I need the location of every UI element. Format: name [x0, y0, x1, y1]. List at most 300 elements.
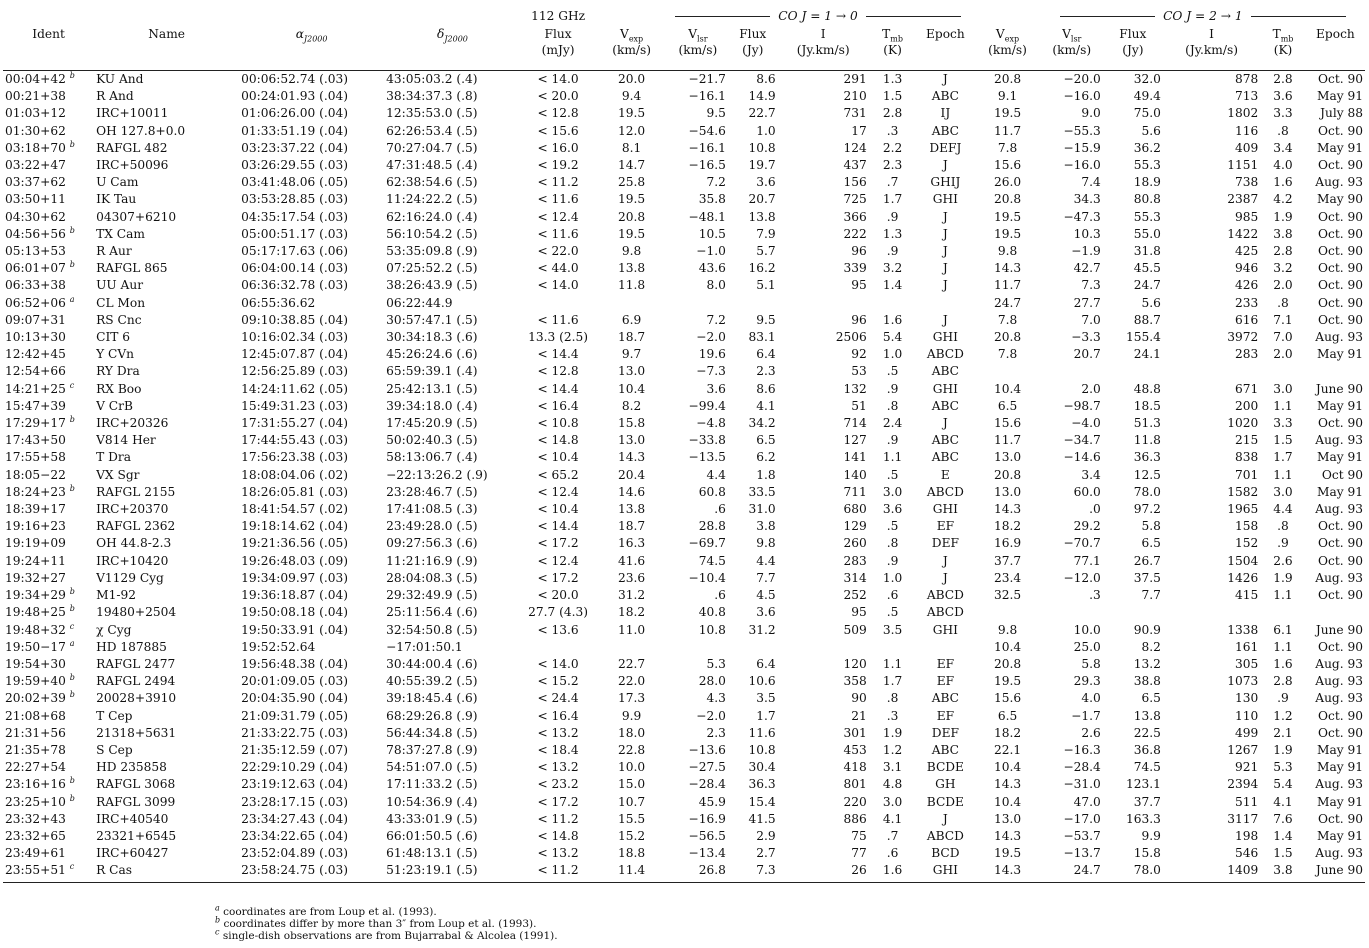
cell-ident: 23:49+61	[5, 846, 66, 861]
cell-i2: 921	[1234, 760, 1259, 775]
cell-dec: 30:57:47.1 (.5)	[386, 312, 478, 327]
cell-ra: 15:49:31.23 (.03)	[241, 398, 348, 413]
cell-ra: 23:34:27.43 (.04)	[241, 811, 348, 826]
cell-i2: 1073	[1227, 674, 1259, 689]
cell-l2: −47.3	[1063, 209, 1101, 224]
cell-l2: −13.7	[1063, 846, 1101, 861]
cell-fl2	[1103, 604, 1163, 621]
cell-fl2: 11.8	[1133, 433, 1161, 448]
cell-i2: 838	[1234, 450, 1259, 465]
cell-l2: −3.3	[1071, 330, 1101, 345]
cell-dec: 23:49:28.0 (.5)	[386, 519, 478, 534]
cell-v1: 19.5	[618, 192, 646, 207]
col-name: Name	[148, 27, 185, 41]
cell-v2: 14.3	[993, 777, 1022, 792]
cell-dec: 17:45:20.9 (.5)	[386, 416, 478, 431]
cell-v2: 19.5	[993, 226, 1022, 241]
cell-l2: 25.0	[1073, 639, 1101, 654]
cell-e1: ABC	[931, 89, 960, 104]
cell-v2: 9.1	[997, 89, 1018, 104]
cell-v2: 16.9	[993, 536, 1022, 551]
cell-l1: −1.0	[696, 244, 726, 259]
cell-name: S Cep	[96, 742, 133, 757]
cell-e2: Oct. 90	[1318, 553, 1363, 568]
cell-f112: < 11.2	[537, 811, 579, 826]
cell-t1: 4.1	[882, 811, 903, 826]
cell-f112: < 11.6	[537, 192, 579, 207]
cell-ident: 05:13+53	[5, 244, 66, 259]
cell-v2: 37.7	[993, 553, 1022, 568]
cell-f112: 13.3 (2.5)	[528, 330, 589, 345]
cell-t1: 1.3	[882, 226, 903, 241]
cell-i1: 366	[843, 209, 867, 224]
cell-dec: 09:27:56.3 (.6)	[386, 536, 478, 551]
cell-dec: −22:13:26.2 (.9)	[386, 467, 488, 482]
cell-v1: 14.6	[618, 484, 646, 499]
cell-l1: 40.8	[698, 605, 726, 620]
cell-t2: 2.0	[1273, 347, 1293, 362]
cell-fl1: 6.4	[756, 656, 776, 671]
cell-fl2: 8.2	[1141, 639, 1161, 654]
table-row	[3, 398, 1365, 415]
cell-name: 23321+6545	[96, 828, 177, 843]
cell-f112: < 14.8	[537, 828, 579, 843]
cell-t2: 7.6	[1273, 811, 1293, 826]
cell-e2: Oct. 90	[1318, 811, 1363, 826]
cell-name: KU And	[96, 72, 144, 86]
cell-l2: 29.2	[1073, 519, 1101, 534]
cell-v2: 11.7	[993, 278, 1022, 293]
cell-l1: −33.8	[688, 433, 726, 448]
cell-e2	[1306, 363, 1365, 380]
cell-t1: 2.8	[882, 106, 903, 121]
cell-i2: 2394	[1227, 777, 1259, 792]
cell-fl1: 5.7	[756, 244, 776, 259]
cell-fl1: 20.7	[748, 192, 776, 207]
cell-l1: −27.5	[688, 760, 726, 775]
cell-l1: 35.8	[698, 192, 726, 207]
cell-dec: 38:34:37.3 (.8)	[386, 89, 478, 104]
cell-ident: 23:32+65	[5, 828, 66, 843]
cell-t2: 5.3	[1273, 760, 1293, 775]
cell-f112: < 20.0	[537, 89, 579, 104]
cell-v2: 20.8	[993, 467, 1022, 482]
cell-v1: 11.4	[618, 863, 646, 878]
cell-l1: −13.6	[688, 742, 726, 757]
cell-l2: −28.4	[1063, 760, 1101, 775]
cell-ra: 14:24:11.62 (.05)	[241, 381, 348, 396]
cell-fl1: 4.5	[756, 588, 776, 603]
cell-l1: −21.7	[688, 72, 726, 86]
cell-ident: 19:54+30	[5, 656, 66, 671]
cell-ident: 19:50−17 $^a$	[5, 638, 75, 654]
cell-t2: 4.2	[1273, 192, 1293, 207]
cell-fl1: 6.5	[756, 433, 776, 448]
cell-ra: 03:23:37.22 (.04)	[241, 140, 348, 155]
cell-t2: 3.4	[1273, 140, 1293, 155]
cell-v1: 9.9	[621, 708, 642, 723]
cell-e1: GHI	[932, 863, 958, 878]
cell-t2: 2.8	[1273, 244, 1293, 259]
cell-fl2: 163.3	[1125, 811, 1161, 826]
cell-f112: < 17.2	[537, 536, 579, 551]
cell-v2: 6.5	[997, 398, 1018, 413]
group-header-112ghz: 112 GHz	[531, 9, 586, 23]
cell-e2: Aug. 93	[1315, 656, 1363, 671]
cell-e2: Oct. 90	[1318, 639, 1363, 654]
cell-name: RAFGL 482	[96, 140, 168, 155]
cell-v1	[595, 295, 667, 312]
cell-fl1: 16.2	[748, 261, 776, 276]
cell-name: V CrB	[96, 398, 133, 413]
cell-fl2	[1103, 363, 1163, 380]
cell-l1: −16.1	[688, 140, 726, 155]
cell-name: CIT 6	[96, 330, 131, 345]
cell-f112: < 14.0	[537, 72, 579, 86]
cell-ra: 20:04:35.90 (.04)	[241, 691, 348, 706]
cell-ident: 23:55+51 $^c$	[5, 862, 75, 878]
cell-l1: −54.6	[688, 123, 726, 138]
cell-l2: 34.3	[1073, 192, 1101, 207]
cell-t1: .5	[886, 519, 899, 534]
cell-fl1: 3.5	[756, 691, 776, 706]
cell-t1: 1.4	[882, 278, 903, 293]
cell-ident: 03:18+70 $^b$	[5, 139, 75, 155]
cell-fl2: 12.5	[1133, 467, 1161, 482]
cell-v1: 22.8	[618, 742, 646, 757]
cell-ident: 19:24+11	[5, 553, 66, 568]
cell-fl1: 31.0	[748, 502, 776, 517]
cell-t1: .9	[886, 553, 899, 568]
cell-fl1: 33.5	[748, 484, 776, 499]
col-intensity-21: I (Jy.km/s)	[1185, 27, 1238, 57]
cell-l1: 8.0	[706, 278, 726, 293]
cell-l2: −17.0	[1063, 811, 1101, 826]
cell-v1: 23.6	[618, 570, 646, 585]
cell-ident: 17:43+50	[5, 433, 66, 448]
cell-t2: 4.1	[1273, 794, 1293, 809]
cell-i2	[1163, 363, 1260, 380]
cell-t2: 7.1	[1273, 312, 1293, 327]
cell-fl1	[728, 295, 778, 312]
cell-f112	[521, 639, 596, 656]
table-row	[3, 828, 1365, 845]
cell-dec: 70:27:04.7 (.5)	[386, 140, 478, 155]
cell-dec: 06:22:44.9	[386, 295, 453, 310]
cell-v2: 9.8	[997, 244, 1018, 259]
cell-i2: 1504	[1227, 553, 1259, 568]
cell-ident: 23:32+43	[5, 811, 66, 826]
cell-fl2: 6.5	[1141, 691, 1161, 706]
cell-l2: −53.7	[1063, 828, 1101, 843]
cell-t1: 1.6	[882, 863, 903, 878]
cell-name: OH 127.8+0.0	[96, 123, 186, 138]
cell-l1: −48.1	[688, 209, 726, 224]
cell-t1: .5	[886, 467, 899, 482]
cell-fl1: 7.9	[756, 226, 776, 241]
cell-dec: 11:24:22.2 (.5)	[386, 192, 478, 207]
cell-i1: 141	[843, 450, 867, 465]
cell-ra: 17:56:23.38 (.03)	[241, 450, 348, 465]
cell-e1: IJ	[940, 106, 951, 121]
cell-v2: 10.4	[993, 794, 1022, 809]
cell-dec: 11:21:16.9 (.9)	[386, 553, 478, 568]
cell-i1: 17	[851, 123, 867, 138]
cell-i1: 418	[843, 760, 867, 775]
table-row	[3, 260, 1365, 277]
cell-name: 04307+6210	[96, 209, 177, 224]
cell-i1: 26	[851, 863, 867, 878]
cell-t1: 2.2	[882, 140, 903, 155]
cell-fl2: 88.7	[1133, 312, 1161, 327]
cell-dec: 47:31:48.5 (.4)	[386, 158, 478, 173]
cell-v1: 17.3	[618, 691, 646, 706]
cell-name: R Cas	[96, 863, 133, 878]
cell-e1: J	[942, 312, 948, 327]
cell-dec: 28:04:08.3 (.5)	[386, 570, 478, 585]
cell-fl1: 22.7	[748, 106, 776, 121]
cell-e1: EF	[936, 519, 955, 534]
cell-name: Y CVn	[96, 347, 135, 362]
cell-t1: 1.0	[882, 347, 903, 362]
cell-l2: −34.7	[1063, 433, 1101, 448]
cell-i1: 132	[843, 381, 867, 396]
cell-ra: 19:50:08.18 (.04)	[241, 605, 348, 620]
cell-e1: J	[942, 226, 948, 241]
cell-dec: 50:02:40.3 (.5)	[386, 433, 478, 448]
cell-l1: −4.8	[696, 416, 726, 431]
cell-e2: June 90	[1315, 381, 1363, 396]
cell-e1: ABC	[931, 450, 960, 465]
cell-e2: Oct. 90	[1318, 261, 1363, 276]
cell-name: RAFGL 3099	[96, 794, 176, 809]
cell-fl2: 22.5	[1133, 725, 1161, 740]
cell-name: IRC+50096	[96, 158, 169, 173]
cell-l2: 24.7	[1073, 863, 1101, 878]
cell-v1: 41.6	[618, 553, 646, 568]
cell-v2: 14.3	[993, 828, 1022, 843]
cell-i2: 426	[1234, 278, 1259, 293]
cell-ident: 18:24+23 $^b$	[5, 483, 75, 499]
cell-l1: 60.8	[698, 484, 726, 499]
cell-e2	[1306, 604, 1365, 621]
cell-fl1: 41.5	[748, 811, 776, 826]
cell-l2: 7.0	[1081, 312, 1101, 327]
cell-dec: 43:33:01.9 (.5)	[386, 811, 478, 826]
cell-e2: Oct. 90	[1318, 536, 1363, 551]
cell-t2: 1.9	[1273, 570, 1293, 585]
cell-name: χ Cyg	[96, 622, 132, 637]
cell-ra: 19:34:09.97 (.03)	[241, 570, 348, 585]
cell-ident: 17:55+58	[5, 450, 66, 465]
table-row	[3, 759, 1365, 776]
table-row	[3, 209, 1365, 226]
cell-i2: 415	[1234, 588, 1259, 603]
cell-i2: 1267	[1227, 742, 1259, 757]
cell-l1: −2.0	[696, 330, 726, 345]
cell-name: RAFGL 2362	[96, 519, 176, 534]
cell-i2: 1151	[1227, 158, 1259, 173]
table-row	[3, 243, 1365, 260]
cell-name: HD 187885	[96, 639, 167, 654]
cell-fl2: 75.0	[1133, 106, 1161, 121]
cell-i2: 198	[1234, 828, 1259, 843]
cell-t1: 1.0	[882, 570, 903, 585]
table-row	[3, 484, 1365, 501]
cell-fl2: 37.7	[1133, 794, 1161, 809]
cell-t1: .9	[886, 209, 899, 224]
cell-l1: 45.9	[698, 794, 726, 809]
cell-ra: 19:18:14.62 (.04)	[241, 519, 348, 534]
table-row	[3, 811, 1365, 828]
cell-l1: 26.8	[698, 863, 726, 878]
cell-e1: J	[942, 811, 948, 826]
cell-ra: 18:26:05.81 (.03)	[241, 484, 348, 499]
table-row	[3, 639, 1365, 656]
cell-v1: 8.2	[621, 398, 642, 413]
cell-i1: 124	[843, 140, 867, 155]
cell-e1: ABC	[931, 691, 960, 706]
cell-v1: 10.0	[618, 760, 646, 775]
cell-l1: 7.2	[706, 312, 726, 327]
cell-t2: .8	[1277, 295, 1289, 310]
cell-ra: 19:21:36.56 (.05)	[241, 536, 348, 551]
cell-v2: 7.8	[997, 312, 1018, 327]
cell-f112: < 12.4	[537, 209, 579, 224]
cell-t2: 4.0	[1273, 158, 1293, 173]
cell-l2: −20.0	[1063, 72, 1101, 86]
cell-ra: 23:19:12.63 (.04)	[241, 777, 348, 792]
cell-fl1: 2.7	[756, 846, 776, 861]
cell-v2: 11.7	[993, 123, 1022, 138]
cell-t1: 3.6	[882, 502, 903, 517]
cell-ident: 21:35+78	[5, 742, 66, 757]
cell-e1: DEF	[931, 725, 959, 740]
cell-i1: 339	[843, 261, 867, 276]
cell-name: RAFGL 2477	[96, 656, 176, 671]
cell-ident: 15:47+39	[5, 398, 66, 413]
cell-t1: 3.0	[882, 794, 903, 809]
cell-t2: 3.0	[1273, 381, 1293, 396]
cell-fl1: 6.2	[756, 450, 776, 465]
table-row	[3, 174, 1365, 191]
cell-i1: 731	[843, 106, 867, 121]
cell-name: V1129 Cyg	[96, 570, 164, 585]
cell-l1: −13.5	[688, 450, 726, 465]
cell-e2: May 91	[1316, 760, 1363, 775]
table-row	[3, 535, 1365, 552]
cell-t2: .9	[1277, 536, 1289, 551]
cell-e1: EF	[936, 674, 955, 689]
cell-e1	[916, 639, 974, 656]
cell-v1: 19.5	[618, 106, 646, 121]
cell-e1	[916, 295, 974, 312]
cell-ident: 04:56+56 $^b$	[5, 225, 75, 241]
cell-i1: 140	[843, 467, 867, 482]
cell-l1: −2.0	[696, 708, 726, 723]
co-survey-table	[3, 6, 1365, 883]
cell-i1: 680	[843, 502, 867, 517]
cell-ra: 06:04:00.14 (.03)	[241, 261, 348, 276]
cell-i1: 301	[843, 725, 867, 740]
cell-ra: 19:56:48.38 (.04)	[241, 656, 348, 671]
cell-i2: 499	[1234, 725, 1259, 740]
cell-i1: 886	[843, 811, 867, 826]
cell-name: 19480+2504	[96, 605, 177, 620]
col-intensity-10: I (Jy.km/s)	[796, 27, 850, 57]
cell-ra: 22:29:10.29 (.04)	[241, 760, 348, 775]
cell-fl2: 155.4	[1125, 330, 1161, 345]
cell-dec: 53:35:09.8 (.9)	[386, 244, 478, 259]
cell-t2: 1.1	[1273, 639, 1293, 654]
cell-fl1: 83.1	[748, 330, 776, 345]
cell-l2: −4.0	[1071, 416, 1101, 431]
cell-ra: 21:33:22.75 (.03)	[241, 725, 348, 740]
table-row	[3, 277, 1365, 294]
cell-ident: 14:21+25 $^c$	[5, 380, 75, 396]
table-row	[3, 501, 1365, 518]
cell-name: R Aur	[96, 244, 132, 259]
cell-ident: 06:52+06 $^a$	[5, 294, 75, 310]
cell-e2: Oct. 90	[1318, 312, 1363, 327]
cell-fl1: 31.2	[748, 622, 776, 637]
cell-v1: 14.3	[618, 450, 646, 465]
cell-fl2: 36.8	[1133, 742, 1161, 757]
cell-t1: 3.0	[882, 484, 903, 499]
cell-v2: 26.0	[993, 175, 1022, 190]
cell-t1: 4.8	[882, 777, 903, 792]
cell-t2: 2.8	[1273, 72, 1293, 86]
cell-f112: < 16.0	[537, 140, 579, 155]
cell-v1: 18.8	[618, 846, 646, 861]
cell-name: TX Cam	[96, 226, 145, 241]
cell-i1: 92	[851, 347, 867, 362]
cell-t2: 7.0	[1273, 330, 1293, 345]
cell-dec: 56:10:54.2 (.5)	[386, 226, 478, 241]
cell-e2: Oct. 90	[1318, 295, 1363, 310]
cell-ra: 01:33:51.19 (.04)	[241, 123, 348, 138]
cell-v2: 13.0	[993, 484, 1022, 499]
cell-ident: 09:07+31	[5, 312, 66, 327]
cell-v1: 20.0	[618, 72, 646, 86]
cell-ident: 20:02+39 $^b$	[5, 690, 75, 706]
col-epoch-21: Epoch	[1316, 27, 1355, 41]
cell-v2: 13.0	[993, 450, 1022, 465]
cell-l2: 20.7	[1073, 347, 1101, 362]
cell-i1: 51	[851, 398, 867, 413]
cell-i2: 3972	[1227, 330, 1259, 345]
cell-e2: Aug. 93	[1315, 330, 1363, 345]
cell-e1: J	[942, 553, 948, 568]
cell-ra: 00:06:52.74 (.03)	[241, 72, 348, 86]
cell-e1: GHI	[932, 192, 958, 207]
cell-dec: 68:29:26.8 (.9)	[386, 708, 478, 723]
cell-fl2: 9.9	[1141, 828, 1161, 843]
cell-fl2: 78.0	[1133, 484, 1161, 499]
cell-ident: 19:32+27	[5, 570, 66, 585]
column-header-row	[3, 26, 1365, 58]
cell-fl2: 78.0	[1133, 863, 1161, 878]
cell-f112: < 11.2	[537, 175, 579, 190]
cell-ra: 10:16:02.34 (.03)	[241, 330, 348, 345]
cell-f112: < 12.8	[537, 364, 579, 379]
cell-fl1: 8.6	[756, 72, 776, 86]
cell-fl2: 31.8	[1133, 244, 1161, 259]
cell-i2: 200	[1234, 398, 1259, 413]
table-row	[3, 587, 1365, 604]
cell-e2: Oct. 90	[1318, 416, 1363, 431]
cell-name: OH 44.8-2.3	[96, 536, 172, 551]
